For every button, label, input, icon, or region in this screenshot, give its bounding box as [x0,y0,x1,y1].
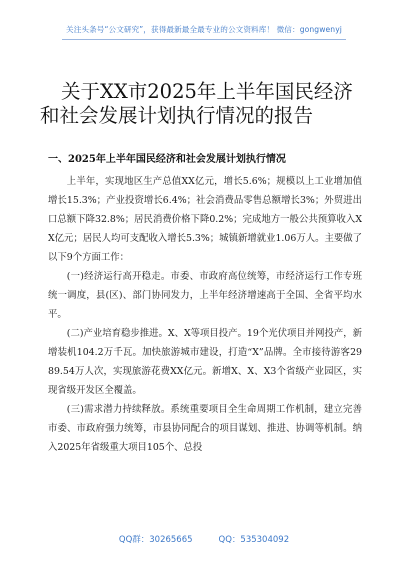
footer-qq: QQ：535304092 [218,535,290,545]
paragraph-item-2: (二)产业培育稳步推进。X、X等项目投产。19个光伏项目并网投产，新增装机104.2万千瓦。加快旅游城市建设，打造“X”品牌。全市接待游客2989.54万人次，实现旅游花费XX亿元。新增X、X、X3个省级产业园区，实现省级开发区全覆盖。 [48,328,362,396]
document-title [40,80,380,128]
paragraph-item-3: (三)需求潜力持续释放。系统重要项目全生命周期工作机制，建立完善市委、市政府强力统筹，市县协同配合的项目谋划、推进、协调等机制。纳入2025年省级重大项目105个、总投 [48,404,362,453]
title-line-2: 和社会发展计划执行情况的报告 [40,104,314,127]
header-banner: 关注头条号“公文研究”，获得最新最全最专业的公文资料库！ 微信：gongwenyj [66,25,342,34]
title-line-1: 关于XX市2025年上半年国民经济 [61,80,353,103]
paragraph-item-1: (一)经济运行高开稳走。市委、市政府高位统筹，市经济运行工作专班统一调度，县(区)、部门协同发力，上半年经济增速高于全国、全省平均水平。 [48,271,362,320]
section-heading: 一、2025年上半年国民经济和社会发展计划执行情况 [48,154,286,165]
body-text [48,172,362,457]
paragraph-summary: 上半年，实现地区生产总值XX亿元，增长5.6%；规模以上工业增加值增长15.3%；产业投资增长6.4%；社会消费品零售总额增长3%；外贸进出口总额下降32.8%；居民消费价格下降0.2%；完成地方一般公共预算收入XX亿元；居民人均可支配收入增长5.3%；城镇新增就业1.06万人。主要做了以下9个方面工作： [48,176,362,263]
footer-qq-group: QQ群：30265665 [118,535,193,545]
footer [0,533,408,545]
header-divider [62,39,346,40]
